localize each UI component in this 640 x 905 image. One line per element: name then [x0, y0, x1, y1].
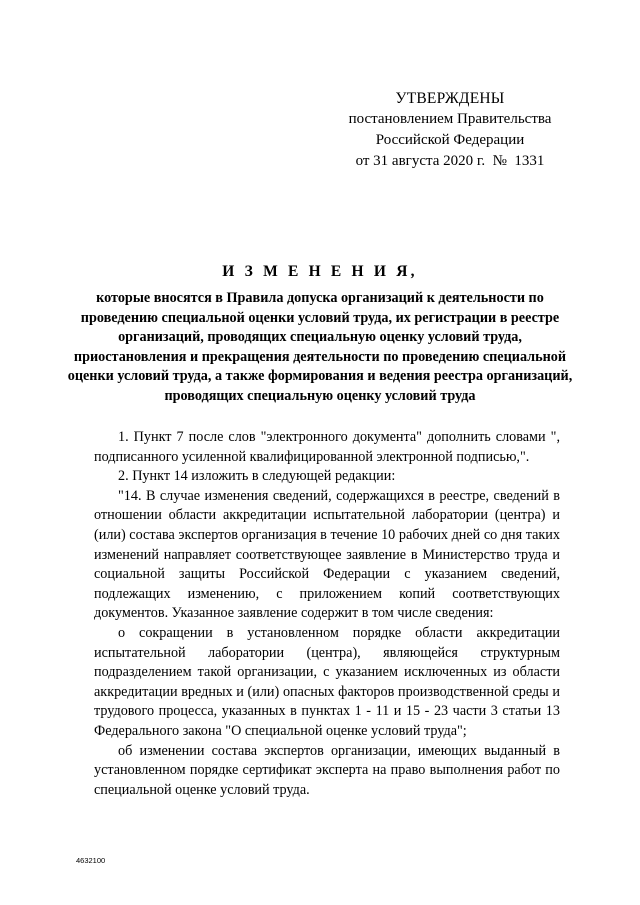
document-code: 4632100 [76, 856, 106, 865]
paragraph-experts-change: об изменении состава экспертов организации, имеющих выданный в установленном порядке сертификат эксперта на право выполнения работ по специальной оценке условий труда. [94, 742, 560, 798]
document-subtitle: которые вносятся в Правила допуска организаций к деятельности по проведению специальной оценки условий труда, их регистрации в реестре организаций, проводящих специальную оценку условий труда, приостановления и прекращения деятельности по проведению специальной оценки условий труда, а также формирования и ведения реестра организаций, проводящих специальную оценку условий труда [67, 290, 573, 404]
approval-decree-date-number: от 31 августа 2020 г. № 1331 [355, 153, 545, 169]
paragraph-item-1: 1. Пункт 7 после слов "электронного документа" дополнить словами ", подписанного усиленной квалифицированной электронной подписью,". [94, 429, 560, 465]
document-heading: И З М Е Н Е Н И Я, [222, 263, 418, 280]
paragraph-point-14: "14. В случае изменения сведений, содержащихся в реестре, сведений в отношении области аккредитации испытательной лаборатории (центра) и (или) состава экспертов организация в течение 10 рабочих дней со дня таких изменений направляет соответствующее заявление в Министерство труда и социальной защиты Российской Федерации с указанием сведений, подлежащих изменению, с приложением копий соответствующих документов. Указанное заявление содержит в том числе сведения: [94, 487, 560, 622]
approval-line-2: Российской Федерации [375, 132, 525, 148]
approval-title: УТВЕРЖДЕНЫ [395, 90, 505, 107]
approval-line-1: постановлением Правительства [348, 111, 552, 127]
document-body [94, 428, 560, 800]
paragraph-accreditation-reduction: о сокращении в установленном порядке области аккредитации испытательной лаборатории (центра), являющейся структурным подразделением такой организации, с указанием исключенных из области аккредитации вредных и (или) опасных факторов производственной среды и трудового процесса, указанных в пунктах 1 - 11 и 15 - 23 части 3 статьи 13 Федерального закона "О специальной оценке условий труда"; [94, 624, 560, 739]
approval-stamp [330, 88, 570, 172]
paragraph-item-2: 2. Пункт 14 изложить в следующей редакции: [118, 468, 396, 485]
